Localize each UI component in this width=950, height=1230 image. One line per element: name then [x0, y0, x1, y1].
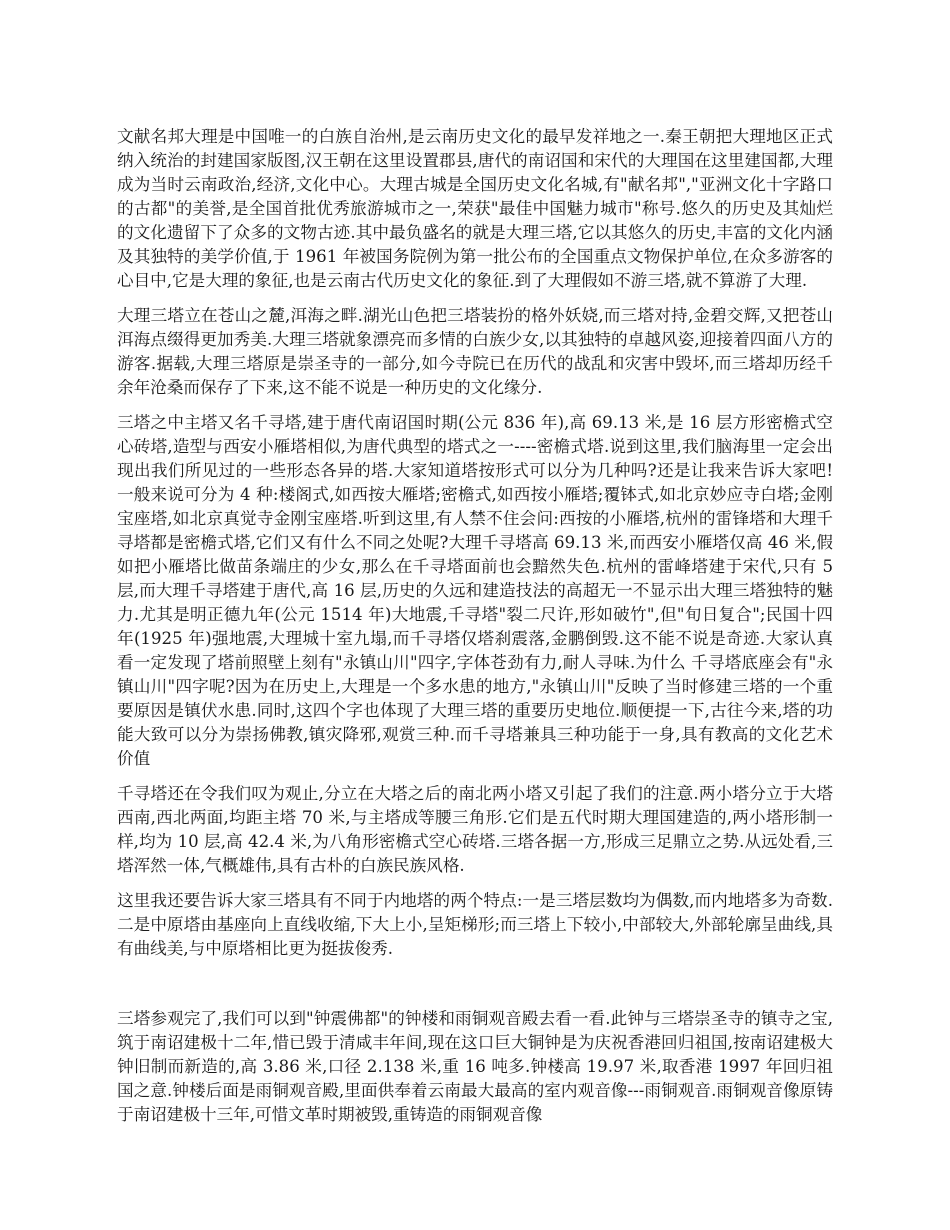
paragraph-features: 这里我还要告诉大家三塔具有不同于内地塔的两个特点:一是三塔层数均为偶数,而内地塔多为奇数.二是中原塔由基座向上直线收缩,下大上小,呈矩梯形;而三塔上下较小,中部较大,外部轮廓呈曲线,具有曲线美,与中原塔相比更为挺拔俊秀. [117, 891, 833, 958]
document-body [117, 125, 833, 1138]
paragraph-location: 大理三塔立在苍山之麓,洱海之畔.湖光山色把三塔装扮的格外妖娆,而三塔对持,金碧交辉,又把苍山洱海点缀得更加秀美.大理三塔就象漂亮而多情的白族少女,以其独特的卓越风姿,迎接着四面八方的游客.据载,大理三塔原是崇圣寺的一部分,如今寺院已在历代的战乱和灾害中毁坏,而三塔却历经千余年沧桑而保存了下来,这不能不说是一种历史的文化缘分. [117, 306, 833, 397]
paragraph-small-pagodas: 千寻塔还在令我们叹为观止,分立在大塔之后的南北两小塔又引起了我们的注意.两小塔分立于大塔西南,西北两面,均距主塔 70 米,与主塔成等腰三角形.它们是五代时期大理国建造的,两小塔形制一样,均为 10 层,高 42.4 米,为八角形密檐式空心砖塔.三塔各据一方,形成三足鼎立之势.从远处看,三塔浑然一体,气概雄伟,具有古朴的白族民族风格. [117, 784, 833, 875]
paragraph-main-pagoda: 三塔之中主塔又名千寻塔,建于唐代南诏国时期(公元 836 年),高 69.13 米,是 16 层方形密檐式空心砖塔,造型与西安小雁塔相似,为唐代典型的塔式之一----密檐式塔.说到这里,我们脑海里一定会出现出我们所见过的一些形态各异的塔.大家知道塔按形式可以分为几种吗?还是让我来告诉大家吧!一般来说可分为 4 种:楼阁式,如西按大雁塔;密檐式,如西按小雁塔;覆钵式,如北京妙应寺白塔;金刚宝座塔,如北京真觉寺金刚宝座塔.听到这里,有人禁不住会问:西按的小雁塔,杭州的雷锋塔和大理千寻塔都是密檐式塔,它们又有什么不同之处呢?大理千寻塔高 69.13 米,而西安小雁塔仅高 46 米,假如把小雁塔比做苗条端庄的少女,那么在千寻塔面前也会黯然失色.杭州的雷峰塔建于宋代,只有 5 层,而大理千寻塔建于唐代,高 16 层,历史的久远和建造技法的高超无一不显示出大理三塔独特的魅力.尤其是明正德九年(公元 1514 年)大地震,千寻塔"裂二尺许,形如破竹",但"旬日复合";民国十四年(1925 年)强地震,大理城十室九塌,而千寻塔仅塔刹震落,金鹏倒毁.这不能不说是奇迹.大家认真看一定发现了塔前照壁上刻有"永镇山川"四字,字体苍劲有力,耐人寻味.为什么 千寻塔底座会有"永镇山川"四字呢?因为在历史上,大理是一个多水患的地方,"永镇山川"反映了当时修建三塔的一个重要原因是镇伏水患.同时,这四个字也体现了大理三塔的重要历史地位.顺便提一下,古往今来,塔的功能大致可以分为崇扬佛教,镇灾降邪,观赏三种.而千寻塔兼具三种功能于一身,具有教高的文化艺术价值 [117, 413, 833, 768]
paragraph-bell-tower: 三塔参观完了,我们可以到"钟震佛都"的钟楼和雨铜观音殿去看一看.此钟与三塔崇圣寺的镇寺之宝,筑于南诏建极十二年,惜已毁于清咸丰年间,现在这口巨大铜钟是为庆祝香港回归祖国,按南诏建极大钟旧制而新造的,高 3.86 米,口径 2.138 米,重 16 吨多.钟楼高 19.97 米,取香港 1997 年回归祖国之意.钟楼后面是雨铜观音殿,里面供奉着云南最大最高的室内观音像---雨铜观音.雨铜观音像原铸于南诏建极十三年,可惜文革时期被毁,重铸造的雨铜观音像 [117, 1009, 833, 1124]
paragraph-intro: 文献名邦大理是中国唯一的白族自治州,是云南历史文化的最早发祥地之一.秦王朝把大理地区正式纳入统治的封建国家版图,汉王朝在这里设置郡县,唐代的南诏国和宋代的大理国在这里建国都,大理成为当时云南政治,经济,文化中心。大理古城是全国历史文化名城,有"献名邦","亚洲文化十字路口的古都"的美誉,是全国首批优秀旅游城市之一,荣获"最佳中国魅力城市"称号.悠久的历史及其灿烂的文化遗留下了众多的文物古迹.其中最负盛名的就是大理三塔,它以其悠久的历史,丰富的文化内涵及其独特的美学价值,于 1961 年被国务院例为第一批公布的全国重点文物保护单位,在众多游客的心目中,它是大理的象征,也是云南古代历史文化的象征.到了大理假如不游三塔,就不算游了大理. [117, 127, 833, 290]
